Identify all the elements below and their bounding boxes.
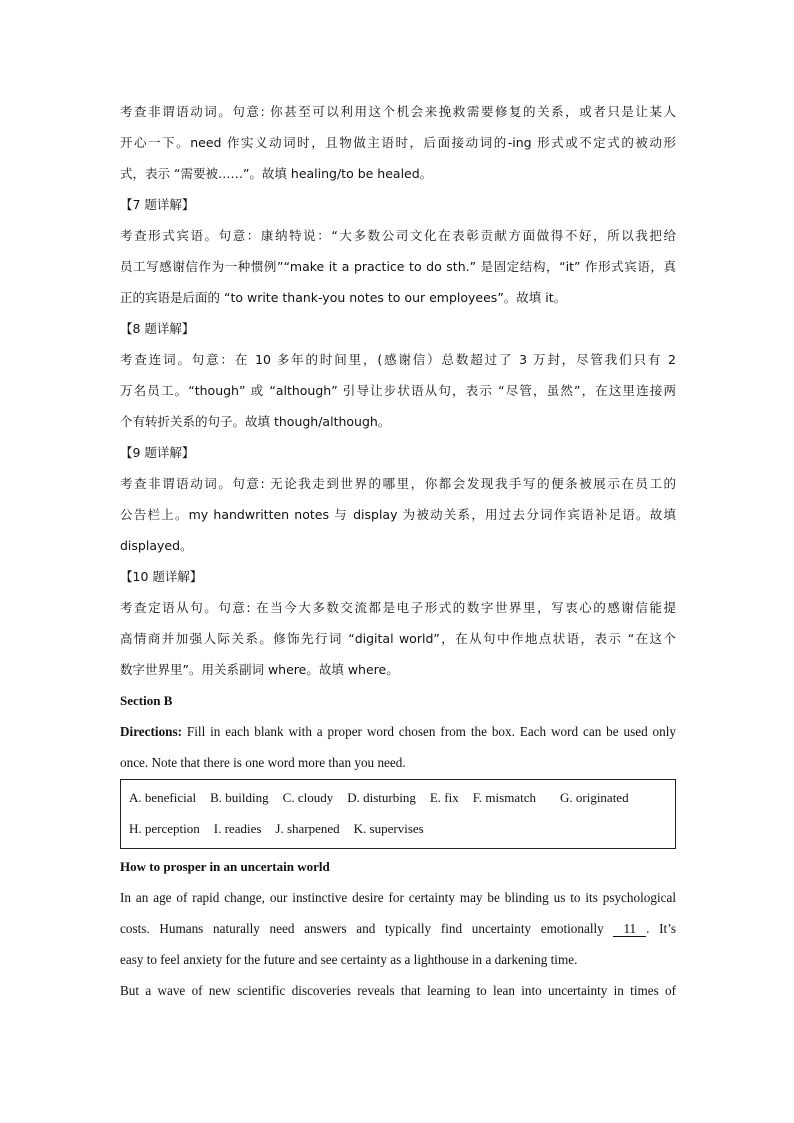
explanation-6 [120,96,676,189]
word-box [120,779,676,849]
word-option: I. readies [213,821,262,836]
passage-text: costs. Humans naturally need answers and typically find uncertainty emotionally [120,921,614,936]
directions-line [120,716,676,747]
text-line: 考查非谓语动词。句意: 你甚至可以利用这个机会来挽救需要修复的关系，或者只是让某人 [120,104,676,119]
question-heading: 【7 题详解】 [120,197,195,212]
text-line: 万名员工。“though” 或 “although” 引导让步状语从句，表示 “尽管，虽然”，在这里连接两 [120,383,676,398]
text-line: 正的宾语是后面的 “to write thank-you notes to our employees”。故填 it。 [120,290,567,305]
word-option: E. fix [429,790,459,805]
text-line: 公告栏上。my handwritten notes 与 display 为被动关系，用过去分词作宾语补足语。故填 [120,507,676,522]
text-line: 式，表示 “需要被……”。故填 healing/to be healed。 [120,166,433,181]
text-line: 考查形式宾语。句意：康纳特说：“大多数公司文化在表彰贡献方面做得不好，所以我把给 [120,228,676,243]
explanation-8 [120,313,676,437]
word-row [129,813,667,844]
answer-blank[interactable]: 11 [613,922,646,937]
explanation-7 [120,189,676,313]
explanation-9 [120,437,676,561]
passage-line: But a wave of new scientific discoveries reveals that learning to lean into uncertainty in times of [120,983,676,998]
section-title: Section B [120,693,173,708]
word-option: C. cloudy [282,790,334,805]
word-option: G. originated [559,790,629,805]
text-line: 考查非谓语动词。句意: 无论我走到世界的哪里，你都会发现我手写的便条被展示在员工的 [120,476,676,491]
question-heading: 【10 题详解】 [120,569,203,584]
word-option: D. disturbing [347,790,416,805]
text-line: 数字世界里”。用关系副词 where。故填 where。 [120,662,399,677]
question-heading: 【8 题详解】 [120,321,195,336]
passage-line [120,913,676,944]
text-line: 员工写感谢信作为一种惯例”“make it a practice to do sth.” 是固定结构，“it” 作形式宾语，真 [120,259,676,274]
directions-line: once. Note that there is one word more than you need. [120,755,406,770]
question-heading: 【9 题详解】 [120,445,195,460]
passage-text: . It’s [646,921,676,936]
word-option: F. mismatch [472,790,536,805]
word-option: J. sharpened [275,821,340,836]
word-row [129,782,667,813]
text-line: 个有转折关系的句子。故填 though/although。 [120,414,391,429]
word-option: H. perception [129,821,200,836]
passage-line: easy to feel anxiety for the future and see certainty as a lighthouse in a darkening time. [120,952,578,967]
text-line: displayed。 [120,538,193,553]
word-option: B. building [210,790,269,805]
passage-line: In an age of rapid change, our instinctive desire for certainty may be blinding us to its psychological [120,890,676,905]
directions-label: Directions: [120,724,183,739]
word-option: K. supervises [353,821,424,836]
directions-text: Fill in each blank with a proper word chosen from the box. Each word can be used only [182,724,676,739]
passage-title: How to prosper in an uncertain world [120,859,330,874]
text-line: 高情商并加强人际关系。修饰先行词 “digital world”，在从句中作地点状语，表示 “在这个 [120,631,676,646]
word-option: A. beneficial [129,790,197,805]
text-line: 开心一下。need 作实义动词时，且物做主语时，后面接动词的-ing 形式或不定式的被动形 [120,135,676,150]
text-line: 考查连词。句意：在 10 多年的时间里，(感谢信）总数超过了 3 万封，尽管我们只有 2 [120,352,676,367]
text-line: 考查定语从句。句意: 在当今大多数交流都是电子形式的数字世界里，写衷心的感谢信能提 [120,600,676,615]
explanation-10 [120,561,676,685]
page-content [120,96,676,1006]
